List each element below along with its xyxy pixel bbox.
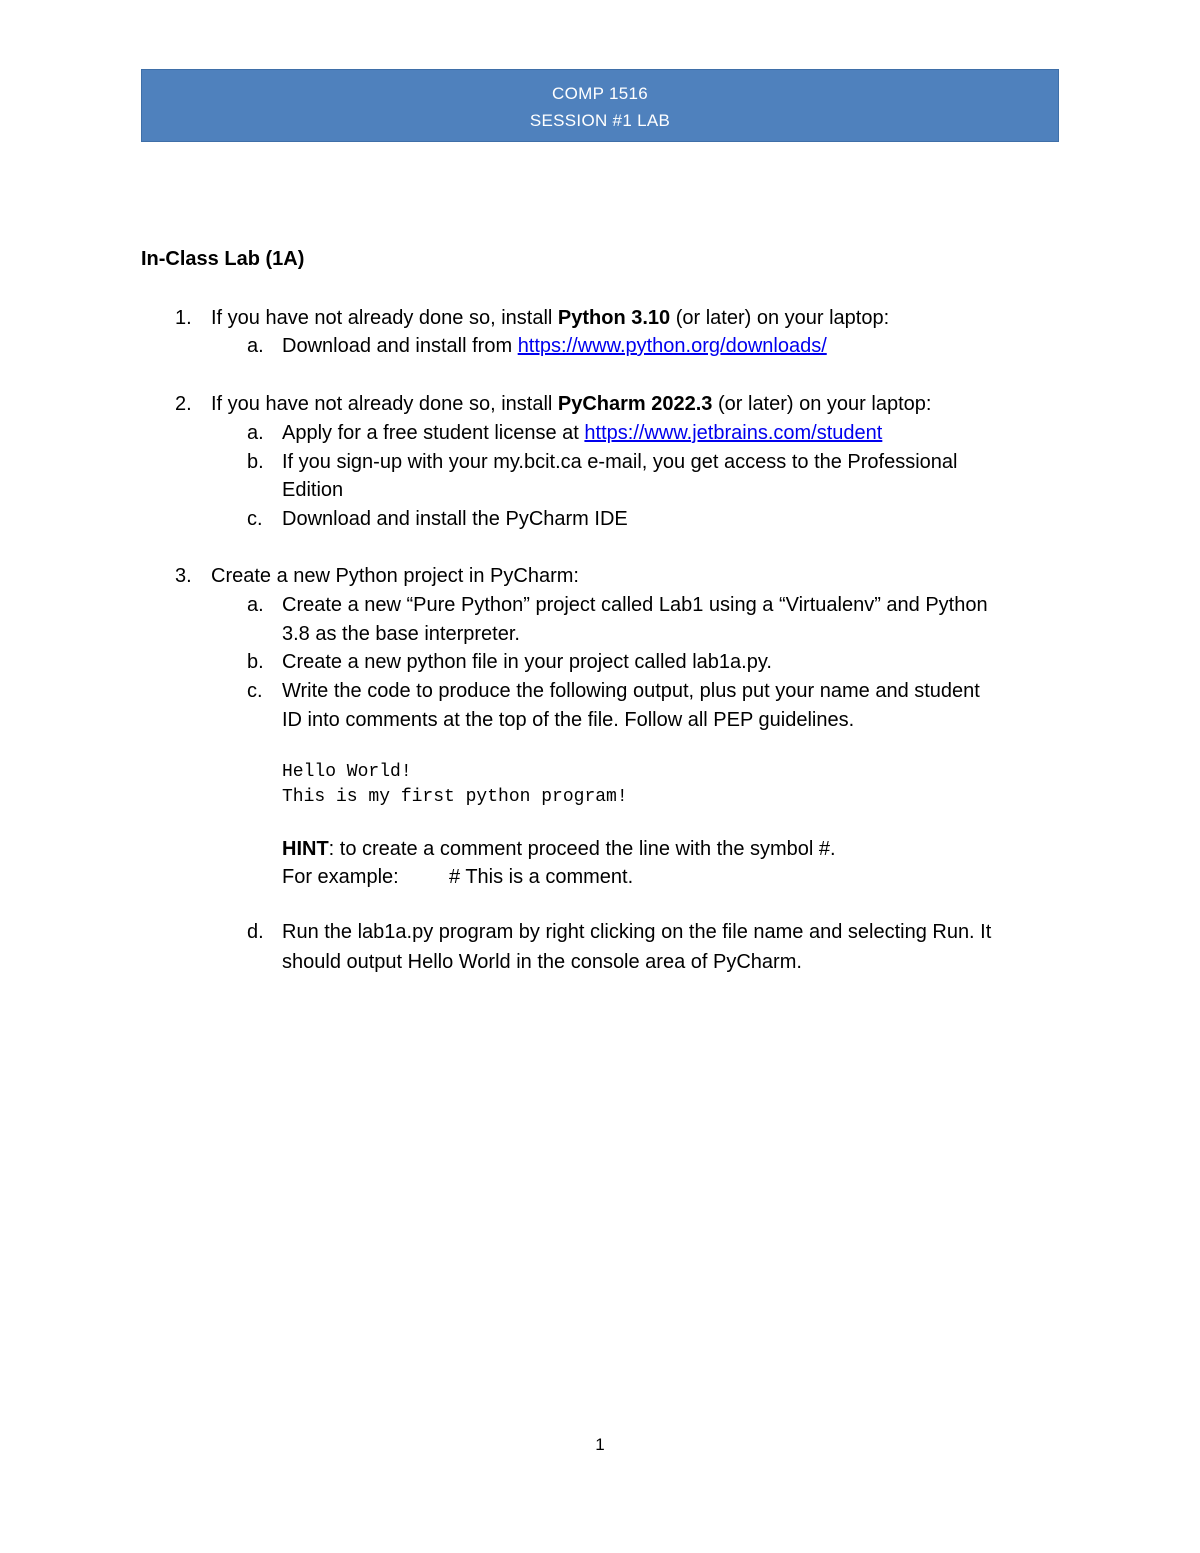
step-1-post: (or later) on your laptop:: [670, 307, 890, 329]
page-number: 1: [595, 1435, 605, 1454]
step-1-text: [211, 306, 889, 330]
hint-line: [282, 837, 836, 861]
step-3a-line1: Create a new “Pure Python” project called Lab1 using a “Virtualenv” and Python: [282, 594, 988, 616]
step-3a-line2: 3.8 as the base interpreter.: [282, 623, 520, 645]
step-3d-line2: should output Hello World in the console area of PyCharm.: [282, 951, 802, 973]
step-1a-label: Download and install from: [282, 335, 518, 357]
step-2a-text: [282, 421, 882, 445]
step-2c-text: Download and install the PyCharm IDE: [282, 508, 628, 530]
header-band: [141, 69, 1059, 142]
step-1-bold: Python 3.10: [557, 307, 671, 329]
step-3b-letter: b.: [247, 651, 264, 673]
step-1a-letter: a.: [247, 335, 264, 357]
python-downloads-link[interactable]: https://www.python.org/downloads/: [517, 335, 827, 357]
lab-title: In-Class Lab (1A): [141, 248, 305, 270]
jetbrains-student-link[interactable]: https://www.jetbrains.com/student: [584, 422, 883, 444]
step-2a-label: Apply for a free student license at: [282, 422, 585, 444]
step-2-bold: PyCharm 2022.3: [557, 393, 713, 415]
step-2-number: 2.: [175, 393, 192, 415]
step-3a-letter: a.: [247, 594, 264, 616]
step-3d-line1: Run the lab1a.py program by right clicking on the file name and selecting Run. It: [282, 921, 992, 943]
code-output-line-2: This is my first python program!: [282, 787, 628, 807]
step-3-text: Create a new Python project in PyCharm:: [211, 565, 579, 587]
session-label: SESSION #1 LAB: [529, 111, 671, 130]
step-2c-letter: c.: [247, 508, 263, 530]
step-1-number: 1.: [175, 307, 192, 329]
course-code: COMP 1516: [552, 84, 648, 103]
step-3c-line2: ID into comments at the top of the file. Follow all PEP guidelines.: [282, 709, 855, 731]
step-2b-line2: Edition: [282, 479, 344, 501]
code-output-line-1: Hello World!: [282, 762, 412, 782]
step-3b-text: Create a new python file in your project called lab1a.py.: [282, 651, 772, 673]
step-1a-text: [282, 334, 827, 358]
step-2a-letter: a.: [247, 422, 264, 444]
example-text: # This is a comment.: [449, 866, 634, 888]
step-3c-letter: c.: [247, 680, 263, 702]
hint-label: HINT: [282, 838, 329, 860]
step-3c-line1: Write the code to produce the following output, plus put your name and student: [282, 680, 980, 702]
step-3d-letter: d.: [247, 921, 264, 943]
step-2-pre: If you have not already done so, install: [211, 393, 558, 415]
step-2b-letter: b.: [247, 451, 264, 473]
example-label: For example:: [282, 866, 399, 888]
step-2-text: [211, 392, 931, 416]
step-2-post: (or later) on your laptop:: [712, 393, 932, 415]
step-2b-line1: If you sign-up with your my.bcit.ca e-mail, you get access to the Professional: [282, 451, 958, 473]
step-3-number: 3.: [175, 565, 192, 587]
hint-text: : to create a comment proceed the line with the symbol #.: [328, 838, 836, 860]
step-1-pre: If you have not already done so, install: [211, 307, 558, 329]
